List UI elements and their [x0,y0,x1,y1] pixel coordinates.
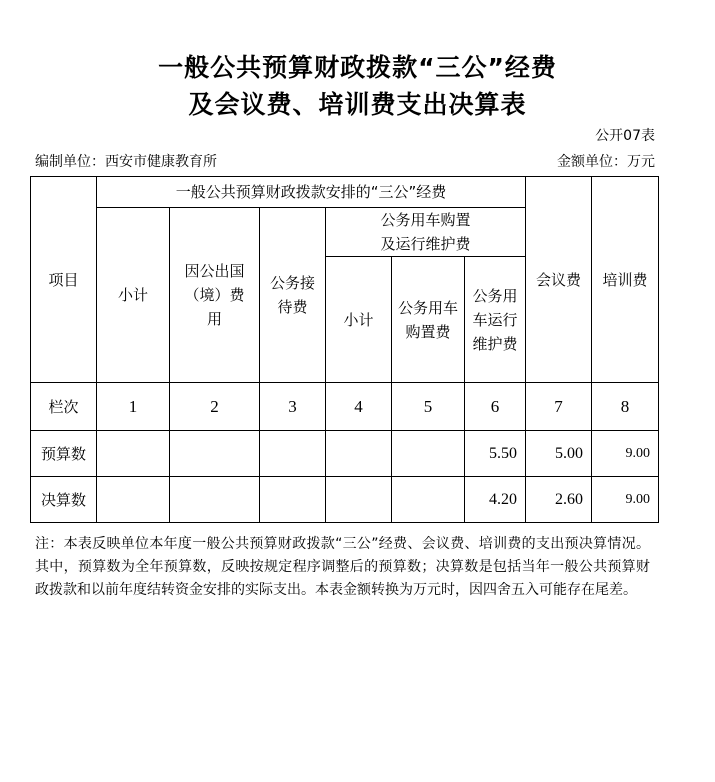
header-abroad-fee [170,208,260,383]
final-cell: 2.60 [526,477,592,523]
budget-cell: 5.50 [465,431,526,477]
expenditure-table [30,176,659,523]
header-vehicle-line1: 公务用车购置 [380,211,471,229]
final-account-row [31,477,659,523]
amount-unit: 金额单位：万元 [557,154,655,170]
header-purchase-line1: 公务用车 [397,298,458,317]
budget-cell [170,431,260,477]
column-number-row [31,383,659,431]
row-label-budget: 预算数 [31,431,97,477]
column-number: 4 [326,383,392,431]
header-training-fee: 培训费 [592,177,659,383]
final-cell [97,477,170,523]
header-vehicle-group [326,208,526,257]
report-title-line1: 一般公共预算财政拨款“三公”经费 [158,53,557,82]
budget-row [31,431,659,477]
header-vehicle-line2: 及运行维护费 [380,235,471,253]
header-meeting-fee: 会议费 [526,177,592,383]
final-cell: 9.00 [592,477,659,523]
column-number: 3 [260,383,326,431]
header-operation-line1: 公务用 [472,286,518,305]
header-three-public-group: 一般公共预算财政拨款安排的“三公”经费 [97,177,526,208]
header-reception-line1: 公务接 [269,274,315,292]
final-cell [392,477,465,523]
budget-cell [392,431,465,477]
column-number: 8 [592,383,659,431]
budget-cell: 5.00 [526,431,592,477]
header-vehicle-subtotal: 小计 [326,257,392,383]
header-abroad-line3: 用 [206,310,222,328]
header-item: 项目 [31,177,97,383]
budget-cell [97,431,170,477]
header-vehicle-operation [465,257,526,383]
report-title-line2: 及会议费、培训费支出决算表 [188,90,527,119]
budget-cell [326,431,392,477]
row-label-final: 决算数 [31,477,97,523]
budget-cell [260,431,326,477]
final-cell [326,477,392,523]
header-reception-line2: 待费 [277,298,308,316]
final-cell [260,477,326,523]
column-number: 1 [97,383,170,431]
column-number: 5 [392,383,465,431]
header-abroad-line1: 因公出国 [184,262,245,280]
form-number: 公开07表 [595,128,655,144]
header-operation-line2: 车运行 [472,310,518,329]
final-cell: 4.20 [465,477,526,523]
column-number: 2 [170,383,260,431]
column-number: 7 [526,383,592,431]
header-abroad-line2: （境）费 [184,286,245,304]
header-operation-line3: 维护费 [472,334,518,353]
header-subtotal: 小计 [97,208,170,383]
column-number-label: 栏次 [31,383,97,431]
budget-cell: 9.00 [592,431,659,477]
header-purchase-line2: 购置费 [405,322,451,341]
column-number: 6 [465,383,526,431]
header-vehicle-purchase [392,257,465,383]
table-note: 注：本表反映单位本年度一般公共预算财政拨款“三公”经费、会议费、培训费的支出预决算情况。其中，预算数为全年预算数，反映按规定程序调整后的预算数；决算数是包括当年一般公共预算财政拨款和以前年度结转资金安排的实际支出。本表金额转换为万元时，因四舍五入可能存在尾差。 [35,536,650,598]
header-reception-fee [260,208,326,383]
preparing-unit: 编制单位：西安市健康教育所 [35,154,217,170]
final-cell [170,477,260,523]
